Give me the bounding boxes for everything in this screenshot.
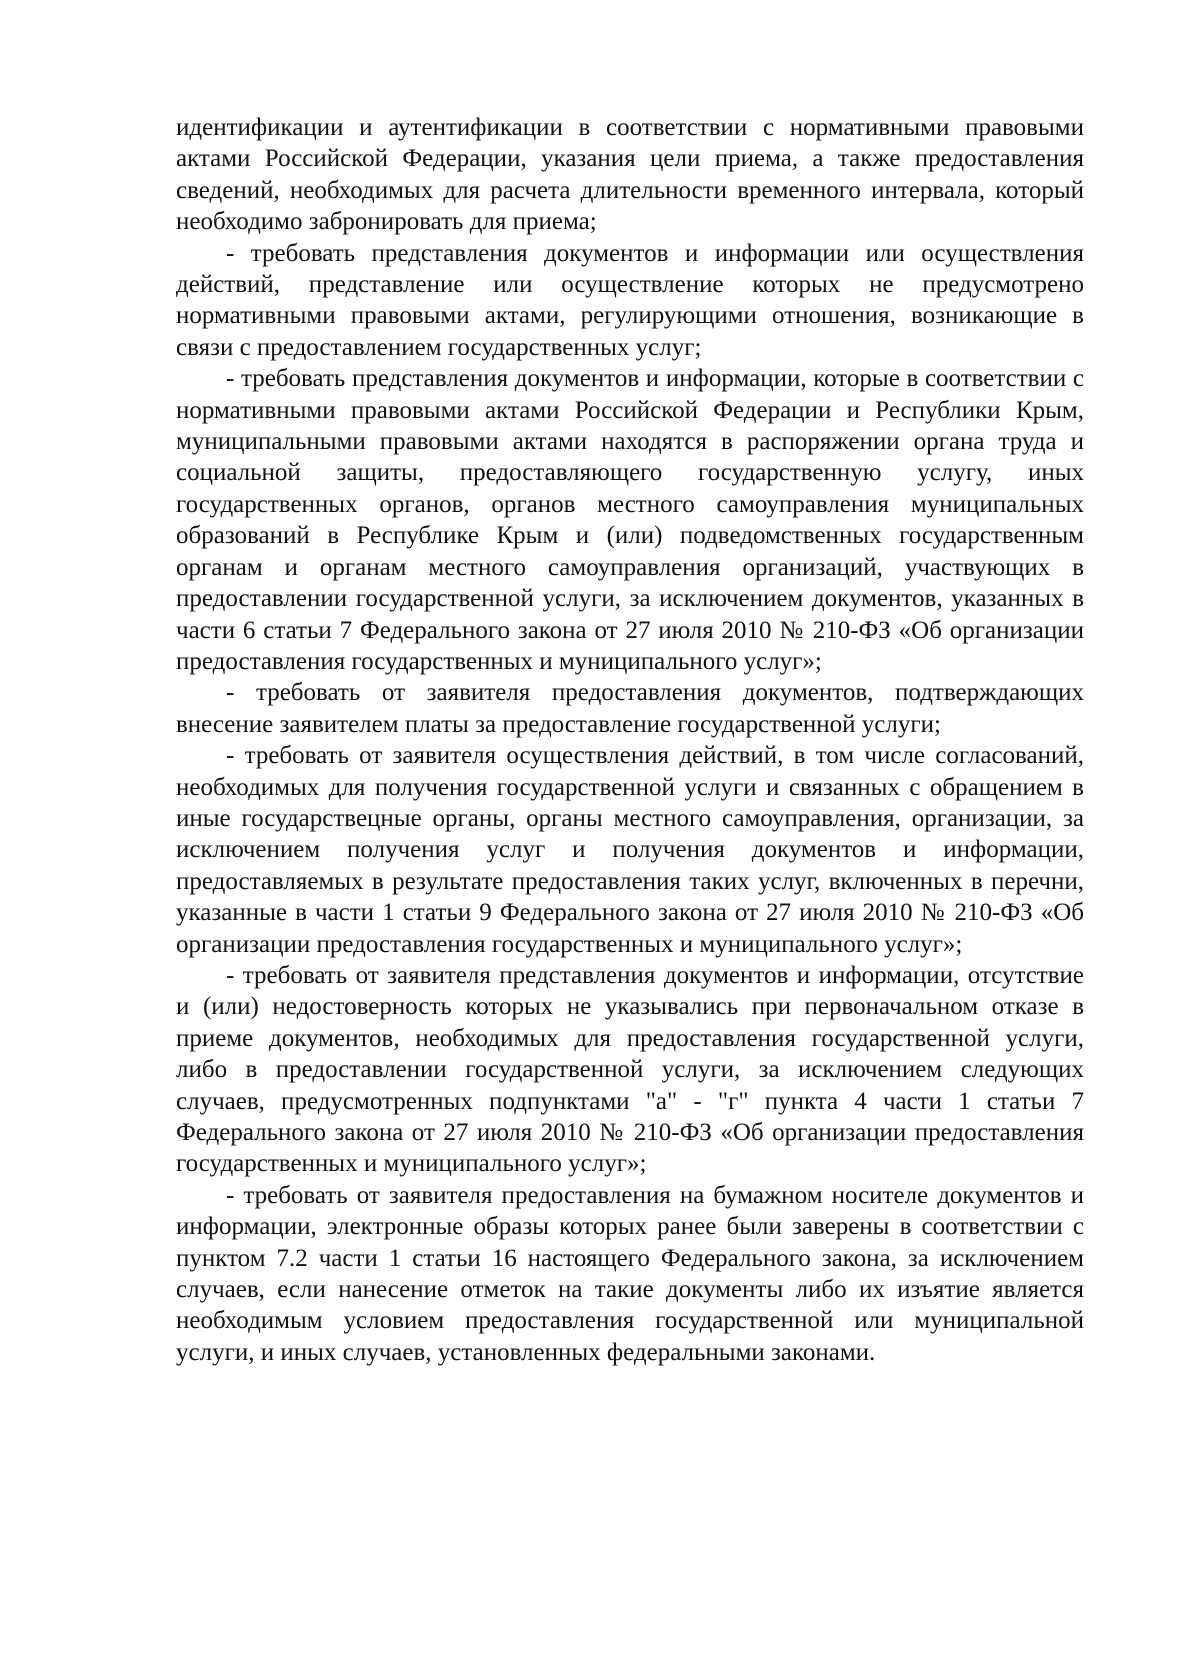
- document-body: [176, 112, 1084, 1368]
- paragraph-requirement-2: - требовать представления документов и информации, которые в соответствии с нормативными правовыми актами Российской Федерации и Республики Крым, муниципальными правовыми актами находятся в распоряжении органа труда и социальной защиты, предоставляющего государственную услугу, иных государственных органов, органов местного самоуправления муниципальных образований в Республике Крым и (или) подведомственных государственным органам и органам местного самоуправления организаций, участвующих в предоставлении государственной услуги, за исключением документов, указанных в части 6 статьи 7 Федерального закона от 27 июля 2010 № 210-ФЗ «Об организации предоставления государственных и муниципального услуг»;: [176, 365, 1084, 675]
- paragraph-requirement-3: - требовать от заявителя предоставления документов, подтверждающих внесение заявителем платы за предоставление государственной услуги;: [176, 679, 1084, 738]
- paragraph-continuation: идентификации и аутентификации в соответствии с нормативными правовыми актами Российской Федерации, указания цели приема, а также предоставления сведений, необходимых для расчета длительности временного интервала, который необходимо забронировать для приема;: [176, 114, 1084, 236]
- paragraph-requirement-5: - требовать от заявителя представления документов и информации, отсутствие и (или) недостоверность которых не указывались при первоначальном отказе в приеме документов, необходимых для предоставления государственной услуги, либо в предоставлении государственной услуги, за исключением следующих случаев, предусмотренных подпунктами "а" - "г" пункта 4 части 1 статьи 7 Федерального закона от 27 июля 2010 № 210-ФЗ «Об организации предоставления государственных и муниципального услуг»;: [176, 961, 1084, 1178]
- paragraph-requirement-1: - требовать представления документов и информации или осуществления действий, представление или осуществление которых не предусмотрено нормативными правовыми актами, регулирующими отношения, возникающие в связи с предоставлением государственных услуг;: [176, 239, 1084, 361]
- paragraph-requirement-4: - требовать от заявителя осуществления действий, в том числе согласований, необходимых для получения государственной услуги и связанных с обращением в иные государствецные органы, органы местного самоуправления, организации, за исключением получения услуг и получения документов и информации, предоставляемых в результате предоставления таких услуг, включенных в перечни, указанные в части 1 статьи 9 Федерального закона от 27 июля 2010 № 210-ФЗ «Об организации предоставления государственных и муниципального услуг»;: [176, 742, 1084, 958]
- paragraph-requirement-6: - требовать от заявителя предоставления на бумажном носителе документов и информации, электронные образы которых ранее были заверены в соответствии с пунктом 7.2 части 1 статьи 16 настоящего Федерального закона, за исключением случаев, если нанесение отметок на такие документы либо их изъятие является необходимым условием предоставления государственной или муниципальной услуги, и иных случаев, установленных федеральными законами.: [176, 1181, 1084, 1366]
